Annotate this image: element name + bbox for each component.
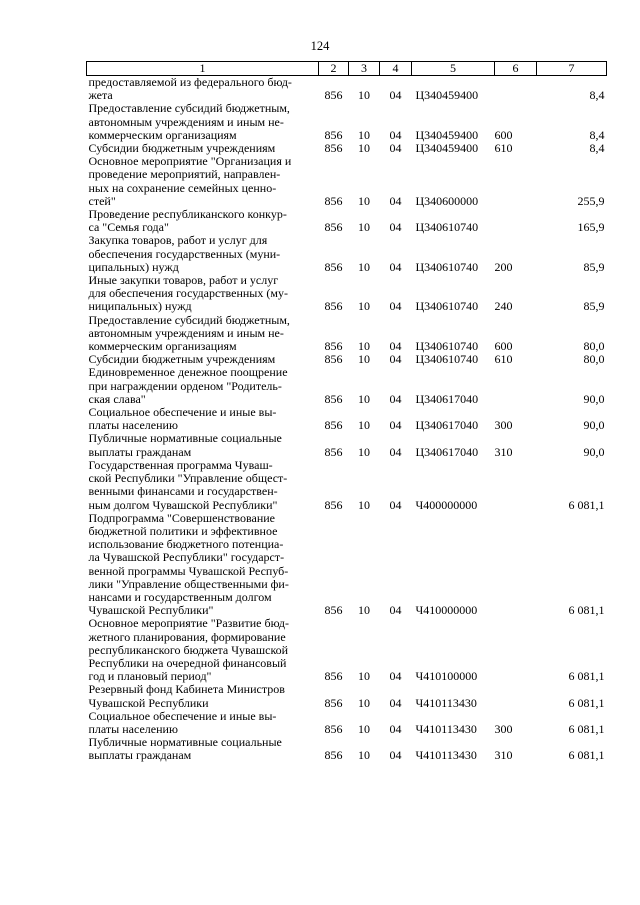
table-row — [87, 617, 607, 683]
table-row — [87, 736, 607, 762]
col-ministry-code: 856 — [324, 127, 343, 142]
row-name — [87, 683, 319, 709]
header-col-5: 5 — [412, 62, 495, 76]
col-target-article: Ч410113430 — [415, 721, 477, 736]
row-name-line: платы населению — [88, 418, 178, 433]
row-name-line: стей" — [88, 193, 116, 208]
row-name-line: ципальных) нужд — [88, 259, 179, 274]
col-target-article: Ц340617040 — [415, 418, 479, 433]
col-section: 10 — [358, 721, 370, 736]
col-ministry-code: 856 — [324, 259, 343, 274]
col-subsection: 04 — [389, 444, 402, 459]
row-name-line: Подпрограмма "Совершенствование — [88, 510, 275, 525]
col-ministry-code: 856 — [324, 88, 343, 103]
col-target-article: Ц340600000 — [415, 193, 479, 208]
col-subsection: 04 — [389, 220, 402, 235]
row-name-line: для обеспечения государственных (му- — [88, 286, 288, 301]
header-col-1: 1 — [87, 62, 319, 76]
row-name-line: венной программы Чувашской Респуб- — [88, 563, 289, 578]
row-name-line: Иные закупки товаров, работ и услуг — [88, 273, 279, 288]
col-section: 10 — [358, 695, 370, 710]
col-subsection: 04 — [389, 603, 402, 618]
col-expense-group: 610 — [494, 352, 513, 367]
row-name-line: Чувашской Республики — [88, 695, 209, 710]
row-name-line: Государственная программа Чуваш- — [88, 457, 273, 472]
table-row — [87, 366, 607, 406]
col-expense-group: 610 — [494, 141, 513, 156]
row-name-line: бюджетной политики и эффективное — [88, 523, 278, 538]
row-name-line: Социальное обеспечение и иные вы- — [88, 405, 277, 420]
row-name — [87, 208, 319, 234]
col-expense-group — [495, 459, 537, 512]
col-section: 10 — [358, 259, 370, 274]
row-name — [87, 234, 319, 274]
row-name — [87, 710, 319, 736]
col-target-article: Ц340610740 — [415, 259, 479, 274]
col-ministry-code: 856 — [324, 669, 343, 684]
table-row — [87, 314, 607, 354]
row-name-line: платы населению — [88, 721, 178, 736]
budget-table — [86, 61, 607, 763]
col-ministry-code: 856 — [324, 299, 343, 314]
col-target-article: Ч410100000 — [415, 669, 478, 684]
header-col-3: 3 — [349, 62, 380, 76]
row-name-line: Проведение республиканского конкур- — [88, 207, 287, 222]
row-name-line: обеспечения государственных (муни- — [88, 246, 281, 261]
col-subsection: 04 — [389, 391, 402, 406]
table-row — [87, 234, 607, 274]
col-amount: 8,4 — [589, 88, 605, 103]
col-subsection: 04 — [389, 669, 402, 684]
col-section: 10 — [358, 220, 370, 235]
row-name — [87, 432, 319, 458]
col-amount: 165,9 — [577, 220, 605, 235]
col-section: 10 — [358, 444, 370, 459]
col-subsection: 04 — [389, 193, 402, 208]
row-name — [87, 314, 319, 354]
row-name-line: Публичные нормативные социальные — [88, 431, 282, 446]
row-name-line: коммерческим организациям — [88, 127, 237, 142]
col-ministry-code: 856 — [324, 141, 343, 156]
col-target-article: Ц340617040 — [415, 444, 479, 459]
col-expense-group — [495, 617, 537, 683]
row-name-line: выплаты гражданам — [88, 748, 192, 763]
col-ministry-code: 856 — [324, 339, 343, 354]
col-amount: 6 081,1 — [568, 695, 605, 710]
col-ministry-code: 856 — [324, 391, 343, 406]
row-name — [87, 366, 319, 406]
col-section: 10 — [358, 497, 370, 512]
table-body — [87, 76, 607, 763]
col-subsection: 04 — [389, 259, 402, 274]
row-name-line: Основное мероприятие "Развитие бюд- — [88, 616, 290, 631]
col-expense-group: 600 — [494, 339, 513, 354]
row-name-line: Закупка товаров, работ и услуг для — [88, 233, 268, 248]
table-row — [87, 274, 607, 314]
col-subsection: 04 — [389, 299, 402, 314]
table-row — [87, 76, 607, 103]
table-row — [87, 683, 607, 709]
table-row — [87, 102, 607, 142]
col-target-article: Ч410000000 — [415, 603, 478, 618]
col-section: 10 — [358, 418, 370, 433]
row-name-line: ской Республики "Управление общест- — [88, 471, 288, 486]
col-target-article: Ц340610740 — [415, 220, 479, 235]
header-col-4: 4 — [380, 62, 412, 76]
row-name — [87, 512, 319, 618]
header-col-2: 2 — [319, 62, 349, 76]
col-target-article: Ц340610740 — [415, 299, 479, 314]
col-ministry-code: 856 — [324, 497, 343, 512]
col-subsection: 04 — [389, 127, 402, 142]
row-name — [87, 274, 319, 314]
row-name-line: Предоставление субсидий бюджетным, — [88, 101, 290, 116]
row-name-line: ниципальных) нужд — [88, 299, 192, 314]
row-name-line: Основное мероприятие "Организация и — [88, 154, 292, 169]
col-ministry-code: 856 — [324, 748, 343, 763]
col-target-article: Ч400000000 — [415, 497, 478, 512]
col-section: 10 — [358, 299, 370, 314]
row-name — [87, 736, 319, 762]
row-name — [87, 155, 319, 208]
col-ministry-code: 856 — [324, 444, 343, 459]
col-ministry-code: 856 — [324, 721, 343, 736]
col-target-article: Ц340459400 — [415, 141, 479, 156]
col-section: 10 — [358, 603, 370, 618]
col-section: 10 — [358, 88, 370, 103]
row-name — [87, 406, 319, 432]
row-name-line: коммерческим организациям — [88, 339, 237, 354]
col-amount: 6 081,1 — [568, 497, 605, 512]
col-target-article: Ч410113430 — [415, 748, 477, 763]
col-amount: 85,9 — [583, 259, 605, 274]
row-name-line: жета — [88, 88, 113, 103]
col-target-article: Ч410113430 — [415, 695, 477, 710]
col-subsection: 04 — [389, 695, 402, 710]
table-row — [87, 710, 607, 736]
row-name-line: венными финансами и государствен- — [88, 484, 278, 499]
row-name-line: предоставляемой из федерального бюд- — [88, 75, 292, 89]
table-row — [87, 512, 607, 618]
col-subsection: 04 — [389, 339, 402, 354]
table-row — [87, 432, 607, 458]
row-name-line: са "Семья года" — [88, 220, 169, 235]
row-name-line: выплаты гражданам — [88, 444, 192, 459]
col-ministry-code: 856 — [324, 352, 343, 367]
row-name-line: Субсидии бюджетным учреждениям — [88, 141, 276, 156]
col-subsection: 04 — [389, 88, 402, 103]
col-target-article: Ц340459400 — [415, 127, 479, 142]
row-name-line: ных на сохранение семейных ценно- — [88, 180, 277, 195]
header-row — [87, 62, 607, 76]
row-name-line: ская слава" — [88, 391, 146, 406]
col-ministry-code: 856 — [324, 603, 343, 618]
col-amount: 90,0 — [583, 391, 605, 406]
col-section: 10 — [358, 748, 370, 763]
col-amount: 6 081,1 — [568, 669, 605, 684]
col-section: 10 — [358, 127, 370, 142]
col-target-article: Ц340617040 — [415, 391, 479, 406]
col-amount: 90,0 — [583, 444, 605, 459]
col-expense-group — [495, 208, 537, 234]
col-expense-group: 310 — [494, 748, 513, 763]
row-name-line: Единовременное денежное поощрение — [88, 365, 288, 380]
col-ministry-code: 856 — [324, 220, 343, 235]
col-expense-group: 600 — [494, 127, 513, 142]
row-name-line: ла Чувашской Республики" государст- — [88, 550, 285, 565]
table-row — [87, 155, 607, 208]
col-amount: 6 081,1 — [568, 748, 605, 763]
row-name-line: использование бюджетного потенциа- — [88, 537, 284, 552]
col-expense-group: 300 — [494, 418, 513, 433]
header-col-7: 7 — [537, 62, 607, 76]
row-name-line: автономным учреждениям и иным не- — [88, 114, 284, 129]
row-name-line: при награждении орденом "Родитель- — [88, 378, 282, 393]
col-expense-group: 300 — [494, 721, 513, 736]
table-row — [87, 208, 607, 234]
col-section: 10 — [358, 193, 370, 208]
page-number: 124 — [310, 39, 330, 53]
col-amount: 6 081,1 — [568, 721, 605, 736]
row-name-line: Субсидии бюджетным учреждениям — [88, 352, 276, 367]
row-name-line: Публичные нормативные социальные — [88, 735, 282, 750]
col-amount: 255,9 — [577, 193, 605, 208]
row-name-line: Республики на очередной финансовый — [88, 655, 287, 670]
col-amount: 8,4 — [589, 141, 605, 156]
col-expense-group — [495, 155, 537, 208]
row-name-line: проведение мероприятий, направлен- — [88, 167, 281, 182]
col-section: 10 — [358, 391, 370, 406]
col-section: 10 — [358, 141, 370, 156]
col-subsection: 04 — [389, 352, 402, 367]
col-expense-group — [495, 683, 537, 709]
col-expense-group: 240 — [494, 299, 513, 314]
col-expense-group — [495, 76, 537, 103]
col-ministry-code: 856 — [324, 193, 343, 208]
row-name — [87, 76, 319, 103]
table-row — [87, 406, 607, 432]
col-expense-group: 200 — [494, 259, 513, 274]
col-expense-group: 310 — [494, 444, 513, 459]
row-name-line: республиканского бюджета Чувашской — [88, 642, 289, 657]
col-subsection: 04 — [389, 141, 402, 156]
row-name-line: год и плановый период" — [88, 669, 212, 684]
row-name-line: автономным учреждениям и иным не- — [88, 325, 284, 340]
col-expense-group — [495, 512, 537, 618]
col-amount: 80,0 — [583, 352, 605, 367]
row-name-line: Предоставление субсидий бюджетным, — [88, 312, 290, 327]
row-name-line: ным долгом Чувашской Республики" — [88, 497, 278, 512]
row-name — [87, 102, 319, 142]
col-target-article: Ц340459400 — [415, 88, 479, 103]
col-target-article: Ц340610740 — [415, 339, 479, 354]
col-section: 10 — [358, 339, 370, 354]
col-target-article: Ц340610740 — [415, 352, 479, 367]
col-section: 10 — [358, 669, 370, 684]
col-amount: 85,9 — [583, 299, 605, 314]
row-name — [87, 459, 319, 512]
row-name-line: жетного планирования, формирование — [88, 629, 286, 644]
row-name-line: Социальное обеспечение и иные вы- — [88, 708, 277, 723]
col-amount: 90,0 — [583, 418, 605, 433]
header-col-6: 6 — [495, 62, 537, 76]
row-name — [87, 617, 319, 683]
col-section: 10 — [358, 352, 370, 367]
col-ministry-code: 856 — [324, 418, 343, 433]
row-name-line: Чувашской Республики" — [88, 603, 214, 618]
col-subsection: 04 — [389, 418, 402, 433]
col-amount: 6 081,1 — [568, 603, 605, 618]
row-name-line: Резервный фонд Кабинета Министров — [88, 682, 285, 697]
table-row — [87, 459, 607, 512]
col-subsection: 04 — [389, 497, 402, 512]
row-name-line: нансами и государственным долгом — [88, 589, 272, 604]
col-amount: 8,4 — [589, 127, 605, 142]
col-amount: 80,0 — [583, 339, 605, 354]
row-name-line: лики "Управление общественными фи- — [88, 576, 289, 591]
col-expense-group — [495, 366, 537, 406]
col-subsection: 04 — [389, 721, 402, 736]
col-subsection: 04 — [389, 748, 402, 763]
col-ministry-code: 856 — [324, 695, 343, 710]
